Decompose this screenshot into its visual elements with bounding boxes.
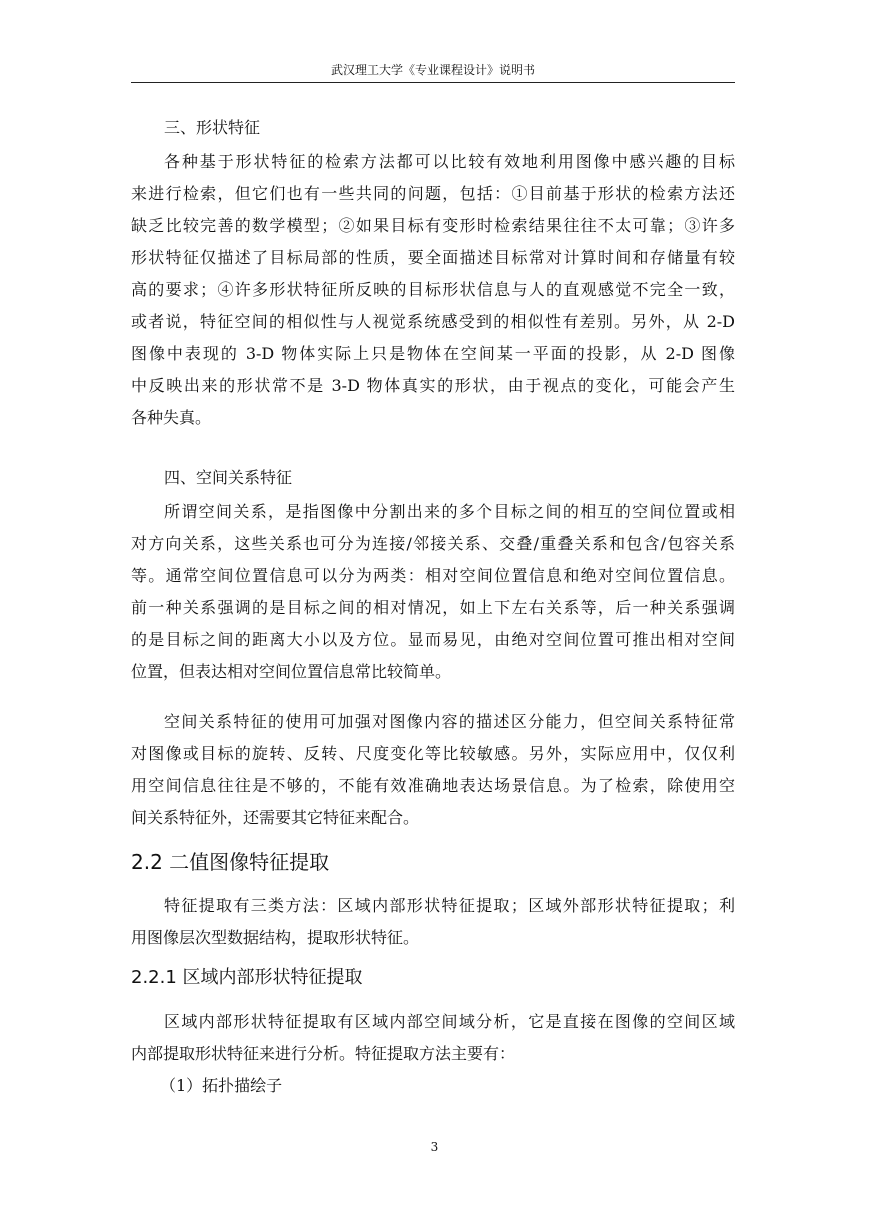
section-heading: 三、形状特征 [164, 118, 261, 137]
text-line: 用图像层次型数据结构，提取形状特征。 [131, 928, 420, 947]
text-line: 所谓空间关系，是指图像中分割出来的多个目标之间的相互的空间位置或相 [164, 502, 735, 521]
paragraph-2-2 [131, 890, 735, 954]
text-line: 内部提取形状特征来进行分析。特征提取方法主要有： [131, 1044, 516, 1063]
paragraph-spatial-1 [131, 496, 735, 688]
text-line: 特征提取有三类方法：区域内部形状特征提取；区域外部形状特征提取；利 [164, 896, 735, 915]
text-line: 各种基于形状特征的检索方法都可以比较有效地利用图像中感兴趣的目标 [164, 152, 735, 171]
text-line: 间关系特征外，还需要其它特征来配合。 [131, 808, 420, 827]
heading-2-2: 2.2 二值图像特征提取 [131, 850, 330, 874]
text-line: 中反映出来的形状常不是 3-D 物体真实的形状，由于视点的变化，可能会产生 [131, 376, 735, 395]
paragraph-spatial-2 [131, 706, 735, 834]
list-item: （1）拓扑描绘子 [160, 1076, 283, 1095]
text-line: 等。通常空间位置信息可以分为两类：相对空间位置信息和绝对空间位置信息。 [131, 566, 735, 585]
section-heading: 四、空间关系特征 [164, 468, 293, 487]
text-line: 空间关系特征的使用可加强对图像内容的描述区分能力，但空间关系特征常 [164, 712, 735, 731]
text-line: 区域内部形状特征提取有区域内部空间域分析，它是直接在图像的空间区域 [164, 1012, 735, 1031]
text-line: 高的要求；④许多形状特征所反映的目标形状信息与人的直观感觉不完全一致， [131, 280, 735, 299]
section-heading-shape-features [131, 112, 735, 144]
text-line: 来进行检索，但它们也有一些共同的问题，包括：①目前基于形状的检索方法还 [131, 184, 735, 203]
text-line: 图像中表现的 3-D 物体实际上只是物体在空间某一平面的投影，从 2-D 图像 [131, 344, 735, 363]
header-rule [131, 82, 735, 83]
text-line: 各种失真。 [131, 408, 212, 427]
heading-2-2-1: 2.2.1 区域内部形状特征提取 [131, 967, 363, 988]
text-line: 前一种关系强调的是目标之间的相对情况，如上下左右关系等，后一种关系强调 [131, 598, 735, 617]
text-line: 缺乏比较完善的数学模型；②如果目标有变形时检索结果往往不太可靠；③许多 [131, 216, 735, 235]
paragraph-2-2-1 [131, 1006, 735, 1102]
text-line: 位置，但表达相对空间位置信息常比较简单。 [131, 662, 452, 681]
page-number: 3 [430, 1140, 439, 1154]
text-line: 形状特征仅描述了目标局部的性质，要全面描述目标常对计算时间和存储量有较 [131, 248, 735, 267]
text-line: 或者说，特征空间的相似性与人视觉系统感受到的相似性有差别。另外，从 2-D [131, 312, 735, 331]
section-heading-spatial [131, 462, 735, 494]
running-header: 武汉理工大学《专业课程设计》说明书 [330, 63, 535, 77]
text-line: 对图像或目标的旋转、反转、尺度变化等比较敏感。另外，实际应用中，仅仅利 [131, 744, 735, 763]
text-line: 的是目标之间的距离大小以及方位。显而易见，由绝对空间位置可推出相对空间 [131, 630, 735, 649]
paragraph-shape-features [131, 146, 735, 434]
text-line: 对方向关系，这些关系也可分为连接/邻接关系、交叠/重叠关系和包含/包容关系 [131, 534, 735, 553]
text-line: 用空间信息往往是不够的，不能有效准确地表达场景信息。为了检索，除使用空 [131, 776, 735, 795]
